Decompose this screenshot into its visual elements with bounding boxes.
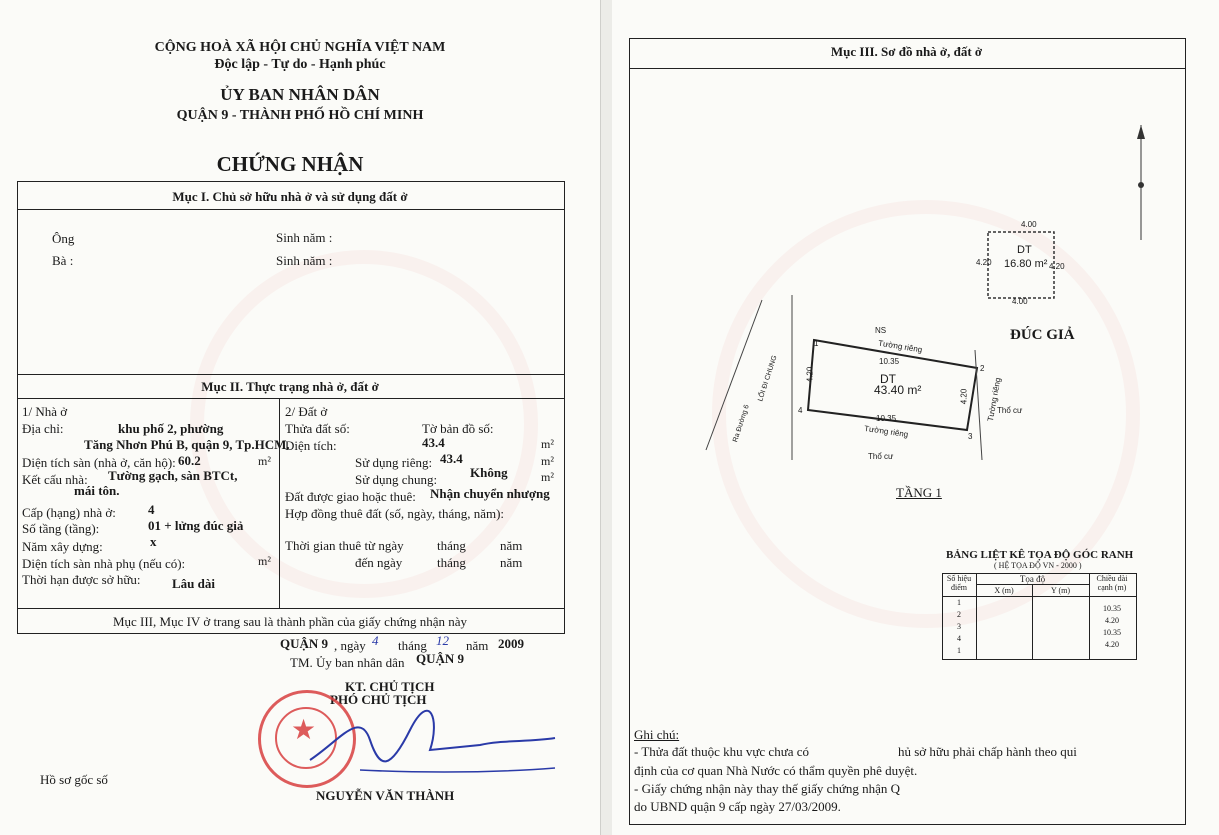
mezzanine-label: ĐÚC GIẢ bbox=[1010, 327, 1075, 343]
upper-left-length: 4.20 bbox=[976, 258, 992, 267]
address-label: Địa chỉ: bbox=[22, 421, 64, 436]
coord-table-subtitle: ( HỆ TỌA ĐỘ VN - 2000 ) bbox=[994, 561, 1082, 570]
upper-right-length: 4.20 bbox=[1049, 262, 1065, 271]
table-row-point: 1 bbox=[957, 598, 961, 607]
lease-to-label: đến ngày bbox=[355, 555, 403, 570]
month-value: 12 bbox=[436, 633, 449, 648]
signing-place: QUẬN 9 bbox=[280, 636, 329, 651]
point-2: 2 bbox=[980, 364, 985, 373]
right-length: 4.20 bbox=[959, 388, 969, 405]
column-divider bbox=[279, 398, 280, 608]
ground-area-value: 43.40 m² bbox=[874, 383, 922, 397]
table-row-point: 3 bbox=[957, 622, 961, 631]
ns-label: NS bbox=[875, 326, 887, 335]
unit-m2: m² bbox=[258, 554, 271, 568]
address-value-1: khu phố 2, phường bbox=[118, 421, 224, 436]
day-value: 4 bbox=[372, 633, 379, 648]
table-row-length: 10.35 bbox=[1103, 604, 1121, 613]
private-use-label: Sử dụng riêng: bbox=[355, 455, 433, 470]
common-path-label: LỐI ĐI CHUNG bbox=[757, 354, 779, 403]
month-label: tháng bbox=[398, 638, 427, 653]
land-area-label: Diện tích: bbox=[285, 438, 337, 453]
structure-label: Kết cấu nhà: bbox=[22, 472, 88, 487]
divider bbox=[942, 596, 1136, 597]
unit-m2: m² bbox=[541, 470, 554, 484]
ground-floor-label: TẦNG 1 bbox=[896, 485, 942, 500]
floors-value: 01 + lửng đúc giả bbox=[148, 518, 244, 533]
divider bbox=[17, 374, 564, 375]
lease-from-year: năm bbox=[500, 538, 523, 553]
owner-ong-label: Ông bbox=[52, 231, 75, 246]
right-page bbox=[612, 0, 1219, 835]
table-row-point: 4 bbox=[957, 634, 961, 643]
note-line-3: - Giấy chứng nhận này thay thế giấy chứng nhận Q bbox=[634, 781, 901, 796]
table-row-length: 10.35 bbox=[1103, 628, 1121, 637]
tm-value: QUẬN 9 bbox=[416, 651, 465, 666]
build-year-label: Năm xây dựng: bbox=[22, 539, 103, 554]
residential-land-bottom: Thổ cư bbox=[868, 452, 894, 461]
col-length: Chiều dài cạnh (m) bbox=[1096, 574, 1128, 592]
residential-land-right: Thổ cư bbox=[997, 406, 1023, 415]
divider bbox=[17, 398, 564, 399]
ground-floor-plan bbox=[692, 280, 1022, 480]
col-x: X (m) bbox=[994, 586, 1014, 595]
section-iii-title: Mục III. Sơ đồ nhà ở, đất ở bbox=[830, 44, 983, 59]
point-4: 4 bbox=[798, 406, 803, 415]
top-length: 10.35 bbox=[879, 357, 900, 366]
section-i-title: Mục I. Chủ sở hữu nhà ở và sử dụng đất ở bbox=[172, 189, 408, 204]
col-coordinates: Tọa độ bbox=[1019, 574, 1046, 584]
ownership-term-value: Lâu dài bbox=[172, 576, 215, 591]
to-road-label: Ra Đường 6 bbox=[732, 403, 751, 444]
signature bbox=[300, 700, 560, 780]
footer-note: Mục III, Mục IV ở trang sau là thành phần của giấy chứng nhận này bbox=[112, 614, 468, 629]
section-ii-title: Mục II. Thực trạng nhà ở, đất ở bbox=[201, 379, 379, 394]
north-arrow-icon bbox=[1134, 125, 1148, 240]
unit-m2: m² bbox=[541, 454, 554, 468]
note-line-2: định của cơ quan Nhà Nước có thẩm quyền phê duyệt. bbox=[634, 763, 918, 778]
divider bbox=[17, 608, 564, 609]
col-y: Y (m) bbox=[1050, 586, 1071, 595]
original-file-label: Hồ sơ gốc số bbox=[40, 772, 108, 787]
map-sheet-label: Tờ bản đồ số: bbox=[422, 421, 494, 436]
table-row-point: 2 bbox=[957, 610, 961, 619]
allocation-label: Đất được giao hoặc thuê: bbox=[285, 489, 416, 504]
private-wall-bottom: Tường riêng bbox=[863, 423, 909, 440]
official-seal: ★ bbox=[258, 690, 356, 788]
house-heading: 1/ Nhà ở bbox=[22, 404, 68, 419]
coord-table-title: BẢNG LIỆT KÊ TỌA ĐỘ GÓC RANH bbox=[946, 549, 1134, 561]
lease-to-year: năm bbox=[500, 555, 523, 570]
land-heading: 2/ Đất ở bbox=[285, 404, 328, 419]
day-label: , ngày bbox=[334, 638, 366, 653]
note-line-4: do UBND quận 9 cấp ngày 27/03/2009. bbox=[634, 799, 841, 814]
divider bbox=[17, 209, 564, 210]
bottom-length: 10.35 bbox=[876, 414, 897, 423]
year-value: 2009 bbox=[498, 636, 524, 651]
point-1: 1 bbox=[814, 339, 819, 348]
header-committee: ỦY BAN NHÂN DÂN bbox=[220, 85, 380, 104]
col-point-id: Số hiệu điểm bbox=[946, 574, 972, 592]
owner-ba-label: Bà : bbox=[52, 253, 74, 268]
notes-title: Ghi chú: bbox=[634, 727, 680, 742]
signer-name: NGUYỄN VĂN THÀNH bbox=[316, 788, 455, 803]
left-length: 4.20 bbox=[805, 366, 815, 383]
grade-label: Cấp (hạng) nhà ở: bbox=[22, 505, 116, 520]
floors-label: Số tầng (tầng): bbox=[22, 521, 100, 536]
shared-use-label: Sử dụng chung: bbox=[355, 472, 438, 487]
parcel-number-label: Thửa đất số: bbox=[285, 421, 350, 436]
year-label: năm bbox=[466, 638, 489, 653]
header-motto: Độc lập - Tự do - Hạnh phúc bbox=[214, 57, 386, 72]
upper-bottom-length: 4.00 bbox=[1012, 297, 1028, 306]
note-line-1b: hủ sở hữu phải chấp hành theo qui bbox=[898, 744, 1077, 759]
table-row-point: 1 bbox=[957, 646, 961, 655]
floor-area-label: Diện tích sàn (nhà ở, căn hộ): bbox=[22, 455, 176, 470]
upper-top-length: 4.00 bbox=[1021, 220, 1037, 229]
point-3: 3 bbox=[968, 432, 973, 441]
lease-from-label: Thời gian thuê từ ngày bbox=[285, 538, 404, 553]
ownership-term-label: Thời hạn được sở hữu: bbox=[22, 572, 141, 587]
lease-contract-label: Hợp đồng thuê đất (số, ngày, tháng, năm): bbox=[285, 506, 505, 521]
note-line-1a: - Thửa đất thuộc khu vực chưa có bbox=[634, 744, 810, 759]
lease-to-month: tháng bbox=[437, 555, 466, 570]
private-wall-top: Tường riêng bbox=[877, 338, 923, 355]
pho-label: PHÓ CHỦ TỊCH bbox=[330, 692, 427, 707]
header-district: QUẬN 9 - THÀNH PHỐ HỒ CHÍ MINH bbox=[176, 108, 424, 123]
table-row-length: 4.20 bbox=[1105, 640, 1119, 649]
land-area-value: 43.4 bbox=[422, 435, 445, 450]
birth-year-label-1: Sinh năm : bbox=[276, 230, 333, 245]
allocation-value: Nhận chuyển nhượng bbox=[430, 486, 550, 501]
birth-year-label-2: Sinh năm : bbox=[276, 253, 333, 268]
build-year-value: x bbox=[150, 534, 157, 549]
grade-value: 4 bbox=[148, 502, 155, 517]
table-row-length: 4.20 bbox=[1105, 616, 1119, 625]
structure-value-1: Tường gạch, sàn BTCt, bbox=[108, 468, 238, 483]
divider bbox=[629, 68, 1185, 69]
structure-value-2: mái tôn. bbox=[74, 483, 120, 498]
lease-from-month: tháng bbox=[437, 538, 466, 553]
unit-m2: m² bbox=[258, 454, 271, 468]
tm-label: TM. Ủy ban nhân dân bbox=[290, 655, 405, 670]
unit-m2: m² bbox=[541, 437, 554, 451]
header-republic: CỘNG HOÀ XÃ HỘI CHỦ NGHĨA VIỆT NAM bbox=[154, 40, 446, 55]
ground-area-label: DT bbox=[880, 372, 896, 386]
upper-area-value: 16.80 m² bbox=[1004, 258, 1048, 270]
private-wall-right: Tường riêng bbox=[985, 376, 1003, 423]
private-use-value: 43.4 bbox=[440, 451, 463, 466]
address-value-2: Tăng Nhơn Phú B, quận 9, Tp.HCM. bbox=[84, 437, 290, 452]
aux-area-label: Diện tích sàn nhà phụ (nếu có): bbox=[22, 556, 186, 571]
upper-area-label: DT bbox=[1017, 244, 1032, 256]
left-page bbox=[0, 0, 600, 835]
document-title: CHỨNG NHẬN bbox=[216, 152, 364, 176]
kt-label: KT. CHỦ TỊCH bbox=[345, 679, 435, 694]
shared-use-value: Không bbox=[470, 465, 508, 480]
floor-area-value: 60.2 bbox=[178, 453, 201, 468]
divider bbox=[976, 584, 1089, 585]
